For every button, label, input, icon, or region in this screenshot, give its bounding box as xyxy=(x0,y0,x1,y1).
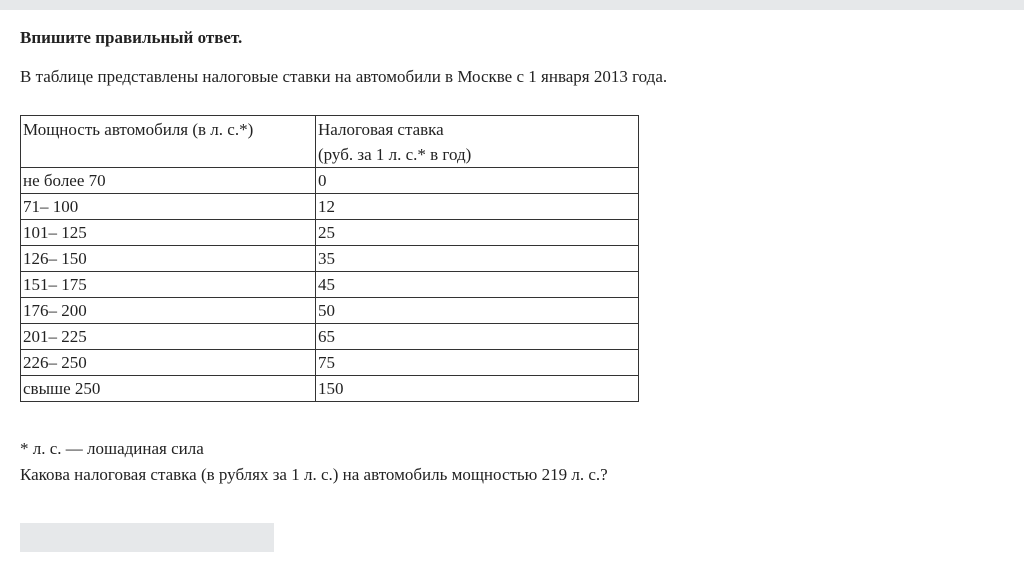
question-text: Какова налоговая ставка (в рублях за 1 л. с.) на автомобиль мощностью 219 л. с.? xyxy=(20,465,608,484)
header-rate-line2: (руб. за 1 л. с.* в год) xyxy=(318,145,472,164)
table-row xyxy=(21,194,639,220)
table-header-row xyxy=(21,116,639,168)
table-row xyxy=(21,220,639,246)
cell-rate: 0 xyxy=(316,168,639,194)
header-rate xyxy=(316,116,639,168)
table-row xyxy=(21,272,639,298)
table-row xyxy=(21,298,639,324)
task-intro-text: В таблице представлены налоговые ставки на автомобили в Москве с 1 января 2013 года. xyxy=(20,67,668,86)
cell-power: 126– 150 xyxy=(21,246,316,272)
cell-rate: 50 xyxy=(316,298,639,324)
table-row xyxy=(21,350,639,376)
top-strip xyxy=(0,0,1024,10)
cell-power: 101– 125 xyxy=(21,220,316,246)
cell-power: 71– 100 xyxy=(21,194,316,220)
cell-rate: 45 xyxy=(316,272,639,298)
header-rate-line1: Налоговая ставка xyxy=(318,120,444,139)
cell-power: свыше 250 xyxy=(21,376,316,402)
tax-rate-table xyxy=(20,115,639,402)
cell-rate: 25 xyxy=(316,220,639,246)
answer-input[interactable] xyxy=(20,523,274,552)
cell-power: 226– 250 xyxy=(21,350,316,376)
cell-rate: 12 xyxy=(316,194,639,220)
task-instruction: Впишите правильный ответ. xyxy=(20,28,243,47)
table-row xyxy=(21,324,639,350)
cell-rate: 35 xyxy=(316,246,639,272)
cell-rate: 75 xyxy=(316,350,639,376)
cell-power: 176– 200 xyxy=(21,298,316,324)
cell-rate: 65 xyxy=(316,324,639,350)
table-row xyxy=(21,168,639,194)
header-power: Мощность автомобиля (в л. с.*) xyxy=(21,116,316,168)
footnote: * л. с. — лошадиная сила xyxy=(20,439,204,458)
cell-power: 201– 225 xyxy=(21,324,316,350)
table-row xyxy=(21,246,639,272)
table-row xyxy=(21,376,639,402)
cell-power: 151– 175 xyxy=(21,272,316,298)
cell-power: не более 70 xyxy=(21,168,316,194)
cell-rate: 150 xyxy=(316,376,639,402)
